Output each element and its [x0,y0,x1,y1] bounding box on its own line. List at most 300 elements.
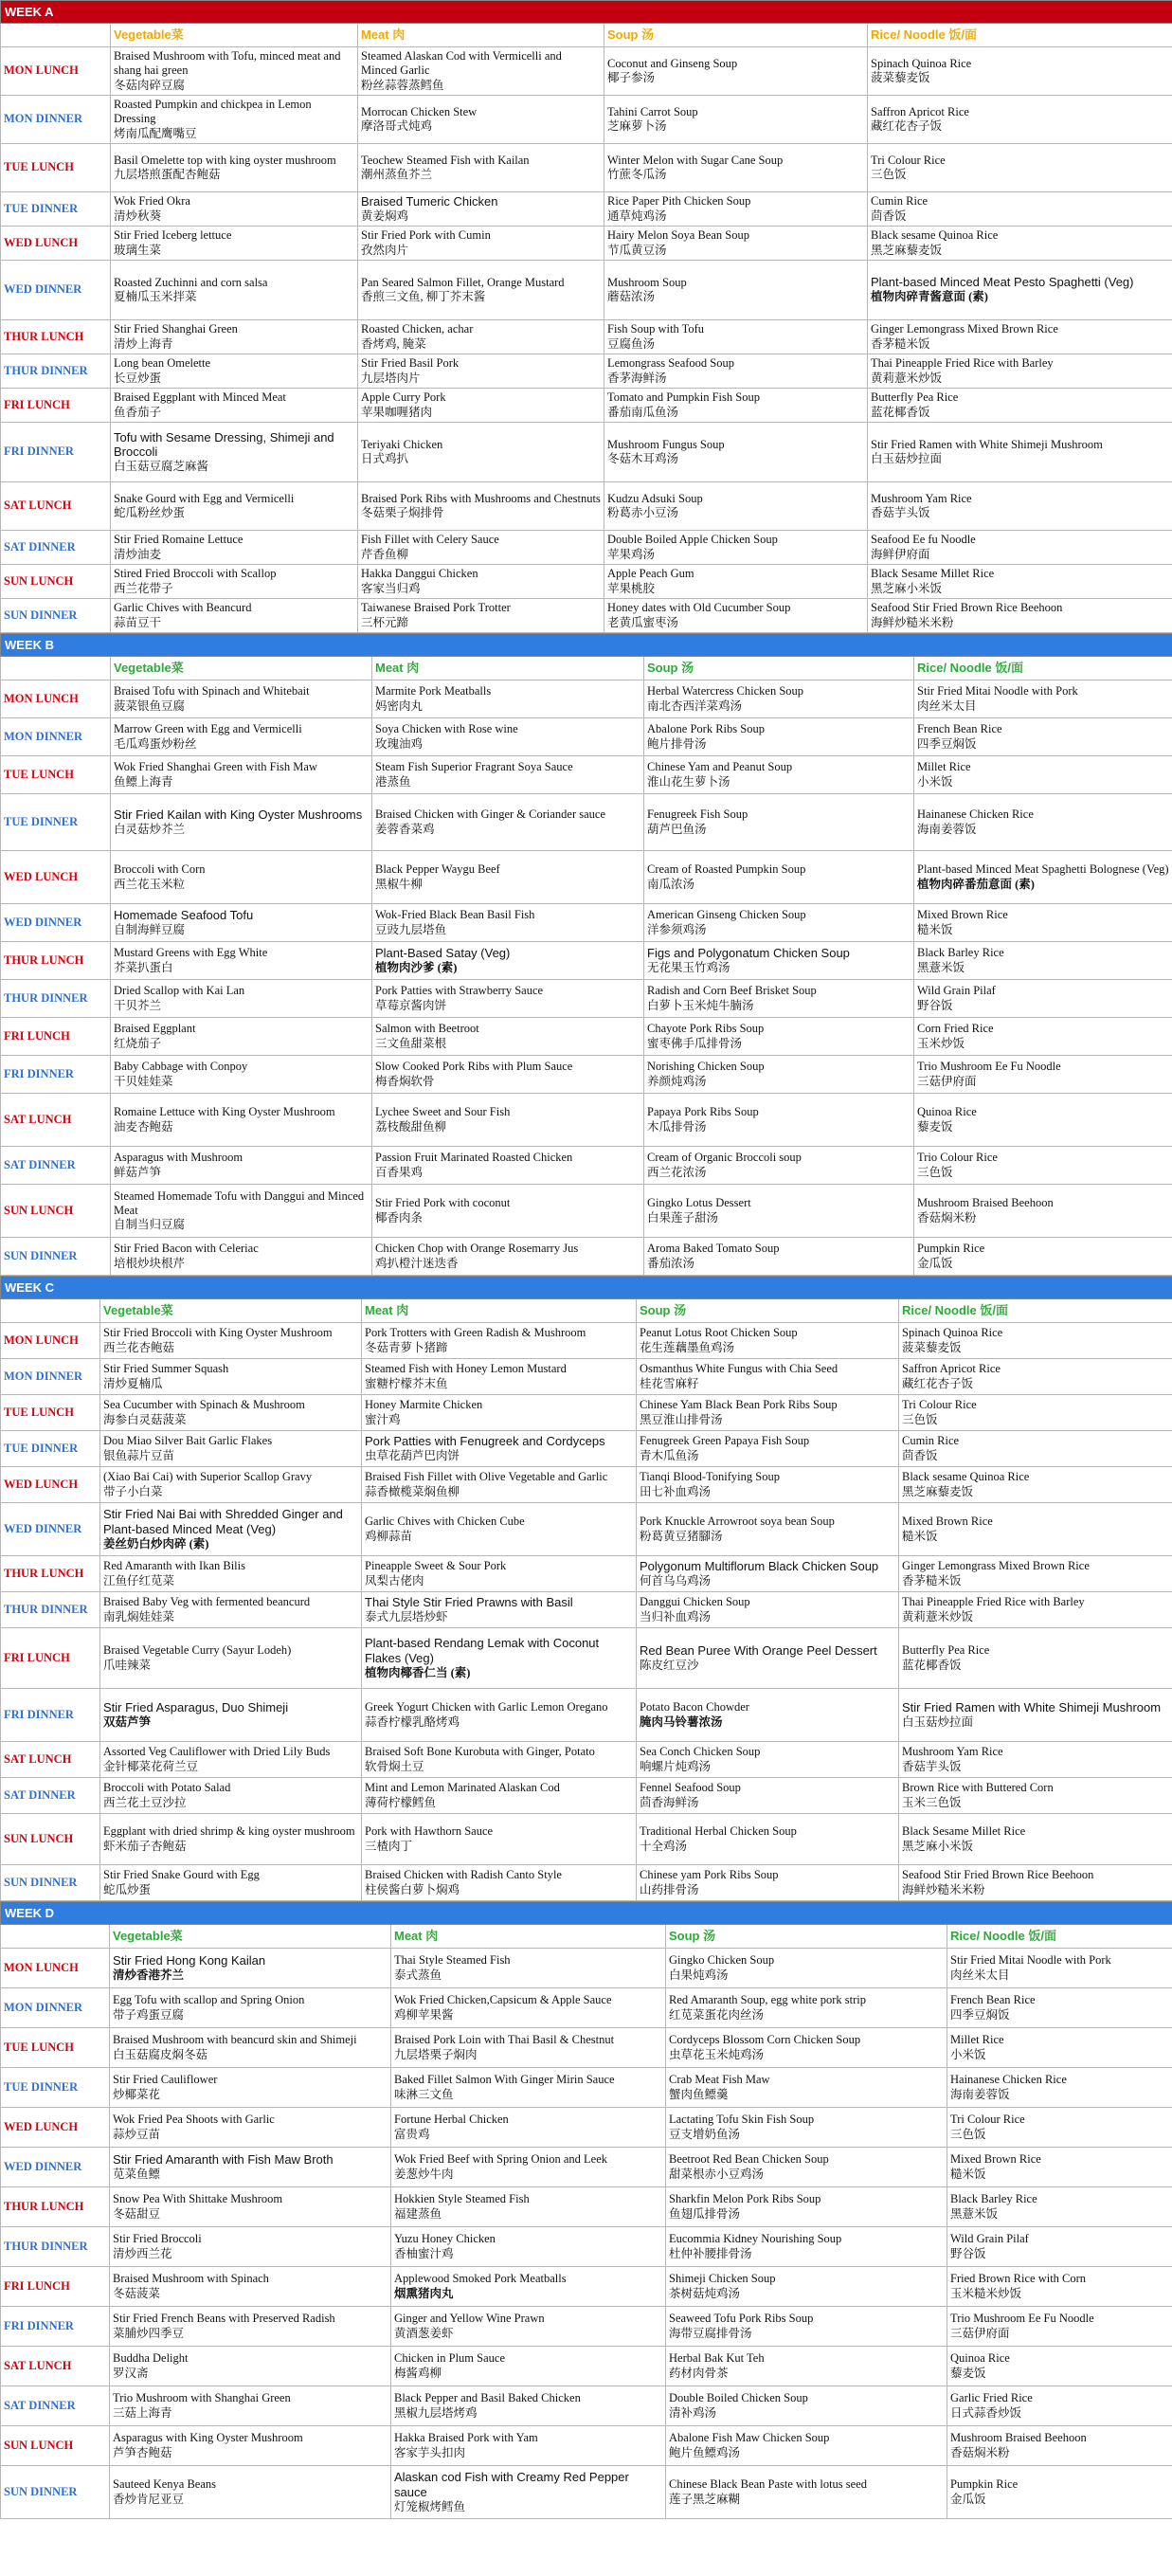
dish-cell [358,599,604,633]
dish-cell [111,261,358,320]
dish-name-en: Hainanese Chicken Rice [917,807,1034,822]
dish-name-en: Basil Omelette top with king oyster mushroom [114,153,336,167]
dish-cell [362,1359,637,1395]
meal-label: WED DINNER [1,1503,100,1556]
dish-cell [110,2227,391,2267]
meal-label: WED LUNCH [1,851,111,904]
meal-row [1,2108,1172,2148]
dish-cell [391,2227,666,2267]
meal-label: THUR DINNER [1,1592,100,1628]
dish-name-zh: 苹果桃胶 [607,581,656,595]
dish-name-zh: 菜脯炒四季豆 [113,2326,185,2340]
dish-name-zh: 灯笼椒烤鳕鱼 [394,2499,466,2513]
dish-cell [914,794,1172,851]
dish-cell [666,2148,947,2187]
meal-row [1,1556,1172,1592]
dish-cell [604,565,868,599]
dish-name-en: Black sesame Quinoa Rice [871,228,999,243]
dish-name-zh: 小米饭 [917,774,953,789]
dish-name-en: Soya Chicken with Rose wine [375,722,518,736]
dish-name-zh: 通草炖鸡汤 [607,209,667,223]
dish-name-en: Baked Fillet Salmon With Ginger Mirin Sauce [394,2073,615,2087]
dish-cell [391,2108,666,2148]
dish-name-zh: 藜麦饭 [950,2366,986,2380]
dish-cell [604,354,868,389]
dish-cell [868,423,1172,482]
dish-name-en: Millet Rice [917,760,971,774]
dish-name-en: Marrow Green with Egg and Vermicelli [114,722,302,736]
dish-name-en: Osmanthus White Fungus with Chia Seed [640,1362,838,1376]
dish-name-en: Fortune Herbal Chicken [394,2113,509,2127]
dish-cell [899,1742,1172,1778]
dish-name-zh: 无花果玉竹鸡汤 [647,960,730,974]
dish-cell [604,144,868,192]
dish-name-en: Traditional Herbal Chicken Soup [640,1824,797,1839]
dish-cell [666,1949,947,1988]
dish-name-en: Eggplant with dried shrimp & king oyster mushroom [103,1824,355,1839]
dish-name-zh: 三杯元蹄 [361,615,409,629]
dish-cell [914,756,1172,794]
dish-name-en: Braised Soft Bone Kurobuta with Ginger, Potato [365,1745,595,1759]
dish-cell [644,756,914,794]
meal-row [1,1689,1172,1742]
dish-name-en: Braised Pork Ribs with Mushrooms and Chestnuts [361,491,601,505]
meal-row [1,980,1172,1018]
meal-row [1,794,1172,851]
dish-name-zh: 草莓京酱肉饼 [375,998,447,1012]
dish-cell [111,47,358,96]
dish-name-en: Seafood Stir Fried Brown Rice Beehoon [871,601,1063,615]
dish-cell [914,1094,1172,1147]
dish-name-en: Mushroom Soup [607,275,687,289]
dish-cell [637,1689,899,1742]
dish-cell [604,96,868,144]
dish-name-zh: 黑芝麻藜麦饭 [871,243,943,257]
meal-label: SUN LUNCH [1,565,111,599]
dish-cell [899,1814,1172,1865]
dish-name-zh: 清炒上海青 [114,336,173,351]
dish-cell [868,96,1172,144]
dish-name-zh: 番茄浓汤 [647,1256,695,1270]
dish-cell [358,144,604,192]
dish-name-zh: 杜仲补腰排骨汤 [669,2246,752,2260]
dish-cell [362,1628,637,1689]
dish-name-zh: 茴香海鲜汤 [640,1795,699,1809]
dish-name-zh: 妈密肉丸 [375,698,424,713]
dish-cell [100,1689,362,1742]
dish-cell [644,1094,914,1147]
dish-name-zh: 自制海鲜豆腐 [114,922,186,936]
dish-name-en: Salmon with Beetroot [375,1022,479,1036]
dish-cell [914,1238,1172,1276]
dish-name-en: Stir Fried Hong Kong Kailan [113,1952,266,1968]
dish-name-en: Chicken in Plum Sauce [394,2351,505,2366]
dish-name-en: Stir Fried Snake Gourd with Egg [103,1868,260,1882]
dish-cell [110,2426,391,2466]
dish-name-zh: 蟹肉鱼鳔羹 [669,2087,729,2101]
dish-cell [899,1395,1172,1431]
dish-name-zh: 孜然肉片 [361,243,409,257]
dish-cell [111,1147,372,1185]
dish-name-en: Gingko Chicken Soup [669,1953,775,1968]
dish-name-zh: 青木瓜鱼汤 [640,1448,699,1462]
dish-cell [666,2307,947,2347]
dish-name-en: Alaskan cod Fish with Creamy Red Pepper sauce [394,2470,629,2499]
meal-label: WED LUNCH [1,2108,110,2148]
dish-name-en: Seafood Ee fu Noodle [871,533,976,547]
dish-cell [914,942,1172,980]
dish-cell [111,980,372,1018]
dish-name-zh: 香菇芋头饭 [871,506,930,519]
dish-cell [372,980,644,1018]
dish-cell [644,942,914,980]
dish-name-zh: 南瓜浓汤 [647,877,695,891]
dish-cell [947,2426,1172,2466]
dish-name-en: (Xiao Bai Cai) with Superior Scallop Gravy [103,1470,313,1484]
dish-name-zh: 香煎三文鱼, 柳丁芥末酱 [361,290,486,303]
dish-cell [100,1467,362,1503]
dish-name-en: Braised Mushroom with Spinach [113,2272,269,2286]
dish-name-en: Tahini Carrot Soup [607,104,698,118]
dish-cell [868,192,1172,227]
dish-name-zh: 玉米炒饭 [917,1036,965,1050]
dish-name-en: Chinese yam Pork Ribs Soup [640,1868,779,1882]
dish-cell [362,1592,637,1628]
dish-name-en: Stir Fried Kailan with King Oyster Mushrooms [114,807,363,822]
dish-cell [899,1503,1172,1556]
dish-cell [666,2426,947,2466]
dish-name-zh: 梅酱鸡柳 [394,2366,442,2380]
dish-cell [899,1323,1172,1359]
meal-row [1,2386,1172,2426]
dish-name-en: Cumin Rice [871,194,929,209]
dish-name-en: Garlic Fried Rice [950,2391,1033,2405]
meal-label: SAT DINNER [1,2386,110,2426]
dish-name-zh: 海鲜炒糙米米粉 [871,615,954,629]
meal-label: FRI DINNER [1,2307,110,2347]
dish-name-zh: 香菇焖米粉 [950,2445,1010,2459]
dish-name-en: Black Barley Rice [917,946,1004,960]
dish-name-zh: 藏红花杏子饭 [902,1376,974,1390]
dish-name-en: Stir Fried Mitai Noodle with Pork [950,1953,1111,1968]
dish-name-en: Butterfly Pea Rice [871,390,959,405]
dish-cell [899,1778,1172,1814]
dish-name-zh: 四季豆焖饭 [950,2007,1010,2022]
dish-name-zh: 植物肉碎青酱意面 (素) [871,290,988,304]
dish-name-zh: 海参白灵菇菠菜 [103,1412,187,1426]
dish-cell [914,1185,1172,1238]
dish-name-zh: 九层塔栗子焖肉 [394,2047,478,2061]
dish-name-en: Braised Pork Loin with Thai Basil & Chestnut [394,2033,615,2047]
meal-label: SAT LUNCH [1,482,111,531]
dish-cell [391,2307,666,2347]
dish-name-en: Pork Patties with Strawberry Sauce [375,984,544,998]
dish-name-en: Quinoa Rice [950,2351,1010,2366]
dish-name-en: Chinese Yam and Peanut Soup [647,760,793,774]
meal-label: SUN DINNER [1,2466,110,2519]
dish-cell [899,1359,1172,1395]
dish-cell [947,2148,1172,2187]
dish-name-zh: 黄莉薏米炒饭 [902,1609,974,1624]
dish-cell [358,227,604,261]
dish-name-en: Ginger Lemongrass Mixed Brown Rice [902,1559,1090,1573]
dish-name-en: Mixed Brown Rice [902,1515,993,1529]
dish-cell [372,794,644,851]
dish-cell [362,1556,637,1592]
dish-name-en: Sea Cucumber with Spinach & Mushroom [103,1398,305,1412]
dish-name-zh: 黑椒牛柳 [375,877,424,891]
dish-name-en: Trio Mushroom Ee Fu Noodle [950,2312,1094,2326]
dish-name-zh: 甜菜根赤小豆鸡汤 [669,2167,765,2181]
dish-name-en: Polygonum Multiflorum Black Chicken Soup [640,1558,879,1573]
dish-cell [868,565,1172,599]
dish-name-zh: 三楂肉丁 [365,1839,413,1853]
meal-row [1,2307,1172,2347]
dish-name-en: Crab Meat Fish Maw [669,2073,770,2087]
dish-name-en: Sauteed Kenya Beans [113,2477,216,2492]
meal-row [1,423,1172,482]
dish-name-en: Passion Fruit Marinated Roasted Chicken [375,1151,573,1165]
dish-name-en: Brown Rice with Buttered Corn [902,1781,1054,1795]
dish-name-en: French Bean Rice [950,1993,1036,2007]
dish-name-zh: 蛇瓜粉丝炒蛋 [114,506,186,519]
dish-name-zh: 金针椰菜花荷兰豆 [103,1759,199,1773]
dish-name-en: Roasted Zuchinni and corn salsa [114,275,268,289]
dish-cell [358,482,604,531]
dish-name-en: Shimeji Chicken Soup [669,2272,776,2286]
dish-name-zh: 粉丝蒜蓉蒸鳕鱼 [361,78,444,92]
dish-cell [644,851,914,904]
dish-cell [391,1988,666,2028]
dish-cell [947,1988,1172,2028]
column-header: Vegetable菜 [111,657,372,680]
dish-cell [637,1628,899,1689]
dish-cell [666,2108,947,2148]
dish-name-zh: 清炒秋葵 [114,209,162,223]
dish-name-zh: 清炒香港芥兰 [113,1968,185,1982]
meal-label: MON LUNCH [1,1949,110,1988]
dish-cell [111,1018,372,1056]
dish-cell [914,1147,1172,1185]
dish-name-zh: 三色饭 [917,1165,953,1179]
dish-name-zh: 当归补血鸡汤 [640,1609,712,1624]
dish-name-zh: 虾米茄子杏鲍菇 [103,1839,187,1853]
week-title: WEEK D [1,1902,1172,1925]
dish-name-en: Seaweed Tofu Pork Ribs Soup [669,2312,814,2326]
meal-label: TUE LUNCH [1,1395,100,1431]
dish-name-en: Plant-Based Satay (Veg) [375,945,511,960]
dish-name-en: Asparagus with Mushroom [114,1151,243,1165]
dish-name-zh: 香茅海鲜汤 [607,371,667,385]
meal-row [1,599,1172,633]
dish-name-en: Herbal Bak Kut Teh [669,2351,765,2366]
dish-cell [604,482,868,531]
dish-cell [362,1395,637,1431]
dish-name-en: Ginger and Yellow Wine Prawn [394,2312,545,2326]
meal-row [1,144,1172,192]
dish-name-zh: 糙米饭 [917,922,953,936]
dish-name-zh: 芥菜扒蛋白 [114,960,173,974]
dish-name-en: Sharkfin Melon Pork Ribs Soup [669,2192,821,2206]
dish-name-en: Potato Bacon Chowder [640,1700,749,1714]
meal-row [1,1395,1172,1431]
dish-name-zh: 鲍片排骨汤 [647,736,707,751]
dish-name-en: Mushroom Braised Beehoon [917,1196,1054,1210]
dish-name-zh: 豆腐鱼汤 [607,336,656,351]
header-blank [1,657,111,680]
dish-name-en: Pork Knuckle Arrowroot soya bean Soup [640,1515,835,1529]
meal-row [1,2028,1172,2068]
dish-name-en: Mixed Brown Rice [950,2152,1041,2167]
dish-name-zh: 银鱼蒜片豆苗 [103,1448,175,1462]
dish-cell [604,423,868,482]
dish-name-zh: 椰子参汤 [607,71,656,84]
dish-cell [111,192,358,227]
dish-name-zh: 糙米饭 [902,1529,938,1543]
dish-name-en: Seafood Stir Fried Brown Rice Beehoon [902,1868,1094,1882]
dish-cell [637,1359,899,1395]
week-title: WEEK C [1,1277,1172,1299]
dish-name-en: Cumin Rice [902,1434,960,1448]
meal-label: FRI DINNER [1,1689,100,1742]
dish-name-en: Fish Fillet with Celery Sauce [361,533,499,547]
dish-name-zh: 三文鱼甜菜根 [375,1036,447,1050]
dish-name-zh: 黑豆淮山排骨汤 [640,1412,723,1426]
dish-cell [868,389,1172,423]
dish-name-en: Saffron Apricot Rice [871,104,969,118]
dish-name-zh: 肉丝米太目 [950,1968,1010,1982]
dish-name-en: Mushroom Yam Rice [902,1745,1003,1759]
column-header: Meat 肉 [358,24,604,47]
dish-cell [372,1238,644,1276]
dish-name-zh: 白萝卜玉米炖牛腩汤 [647,998,754,1012]
dish-cell [637,1742,899,1778]
meal-row [1,1185,1172,1238]
dish-cell [100,1323,362,1359]
dish-name-en: Dou Miao Silver Bait Garlic Flakes [103,1434,273,1448]
dish-name-zh: 烟熏猪肉丸 [394,2286,454,2300]
dish-cell [899,1431,1172,1467]
dish-name-zh: 九层塔煎蛋配杏鲍菇 [114,168,221,181]
meal-row [1,1503,1172,1556]
meal-row [1,320,1172,354]
dish-name-zh: 西兰花带子 [114,581,173,595]
dish-cell [914,851,1172,904]
dish-cell [604,320,868,354]
meal-label: SAT LUNCH [1,2347,110,2386]
dish-cell [666,2028,947,2068]
meal-row [1,482,1172,531]
dish-cell [914,718,1172,756]
dish-name-en: Pork with Hawthorn Sauce [365,1824,494,1839]
dish-name-zh: 黑薏米饭 [917,960,965,974]
dish-name-zh: 白果炖鸡汤 [669,1968,729,1982]
dish-name-en: Cordyceps Blossom Corn Chicken Soup [669,2033,861,2047]
dish-cell [604,599,868,633]
dish-cell [391,2187,666,2227]
column-header: Soup 汤 [644,657,914,680]
dish-name-en: Braised Chicken with Ginger & Coriander sauce [375,807,605,822]
dish-cell [111,144,358,192]
dish-name-zh: 冬菇肉碎豆腐 [114,78,186,92]
dish-cell [372,718,644,756]
dish-name-en: Steamed Alaskan Cod with Vermicelli and Minced Garlic [361,49,562,78]
dish-name-zh: 桂花雪麻籽 [640,1376,699,1390]
dish-name-zh: 清炒西兰花 [113,2246,172,2260]
meal-label: TUE LUNCH [1,2028,110,2068]
meal-row [1,1147,1172,1185]
dish-name-zh: 黄莉薏米炒饭 [871,371,943,385]
meal-label: FRI LUNCH [1,1018,111,1056]
dish-name-zh: 西兰花浓汤 [647,1165,707,1179]
meal-label: SUN DINNER [1,599,111,633]
dish-name-en: Chicken Chop with Orange Rosemarry Jus [375,1242,579,1256]
meal-label: TUE DINNER [1,794,111,851]
dish-name-en: Wok Fried Okra [114,194,190,209]
dish-name-zh: 三色饭 [950,2127,986,2141]
dish-name-en: Lactating Tofu Skin Fish Soup [669,2113,815,2127]
dish-name-en: Tomato and Pumpkin Fish Soup [607,390,760,405]
dish-cell [100,1359,362,1395]
dish-name-zh: 蛇瓜炒蛋 [103,1882,152,1896]
dish-name-zh: 夏楠瓜玉米拌菜 [114,290,197,303]
dish-name-en: Stir Fried Iceberg lettuce [114,228,232,243]
dish-name-en: Stir Fried Shanghai Green [114,322,238,336]
dish-name-zh: 木瓜排骨汤 [647,1119,707,1134]
dish-cell [914,680,1172,718]
dish-name-zh: 摩洛哥式炖鸡 [361,119,433,133]
dish-cell [391,1949,666,1988]
dish-name-en: Thai Pineapple Fried Rice with Barley [902,1595,1085,1609]
dish-name-en: Cream of Organic Broccoli soup [647,1151,802,1165]
dish-cell [947,2347,1172,2386]
meal-label: SUN DINNER [1,1238,111,1276]
dish-cell [110,1988,391,2028]
dish-name-zh: 三菇伊府面 [917,1074,977,1088]
meal-row [1,1238,1172,1276]
dish-name-en: Fenugreek Green Papaya Fish Soup [640,1434,810,1448]
dish-cell [100,1503,362,1556]
dish-name-en: Pumpkin Rice [950,2477,1019,2492]
dish-name-en: American Ginseng Chicken Soup [647,908,806,922]
dish-name-zh: 姜葱炒牛肉 [394,2167,454,2181]
dish-name-en: Wok-Fried Black Bean Basil Fish [375,908,535,922]
dish-name-en: Double Boiled Apple Chicken Soup [607,533,778,547]
dish-name-zh: 黄酒葱姜虾 [394,2326,454,2340]
dish-name-en: Braised Eggplant [114,1022,196,1036]
week-d-table [0,1901,1172,2519]
meal-label: MON DINNER [1,1988,110,2028]
dish-name-zh: 蜜枣佛手瓜排骨汤 [647,1036,743,1050]
dish-cell [111,1056,372,1094]
dish-name-zh: 九层塔肉片 [361,371,421,385]
dish-name-zh: 白玉菇炒拉面 [902,1714,974,1729]
dish-name-zh: 田七补血鸡汤 [640,1484,712,1498]
meal-row [1,1742,1172,1778]
dish-name-zh: 姜蓉香菜鸡 [375,822,435,836]
dish-name-en: Winter Melon with Sugar Cane Soup [607,153,784,167]
dish-cell [644,1147,914,1185]
dish-cell [868,261,1172,320]
dish-cell [358,565,604,599]
dish-name-zh: 四季豆焖饭 [917,736,977,751]
meal-row [1,565,1172,599]
dish-cell [111,756,372,794]
dish-name-zh: 野谷饭 [917,998,953,1012]
dish-cell [868,47,1172,96]
dish-cell [358,96,604,144]
dish-cell [372,680,644,718]
